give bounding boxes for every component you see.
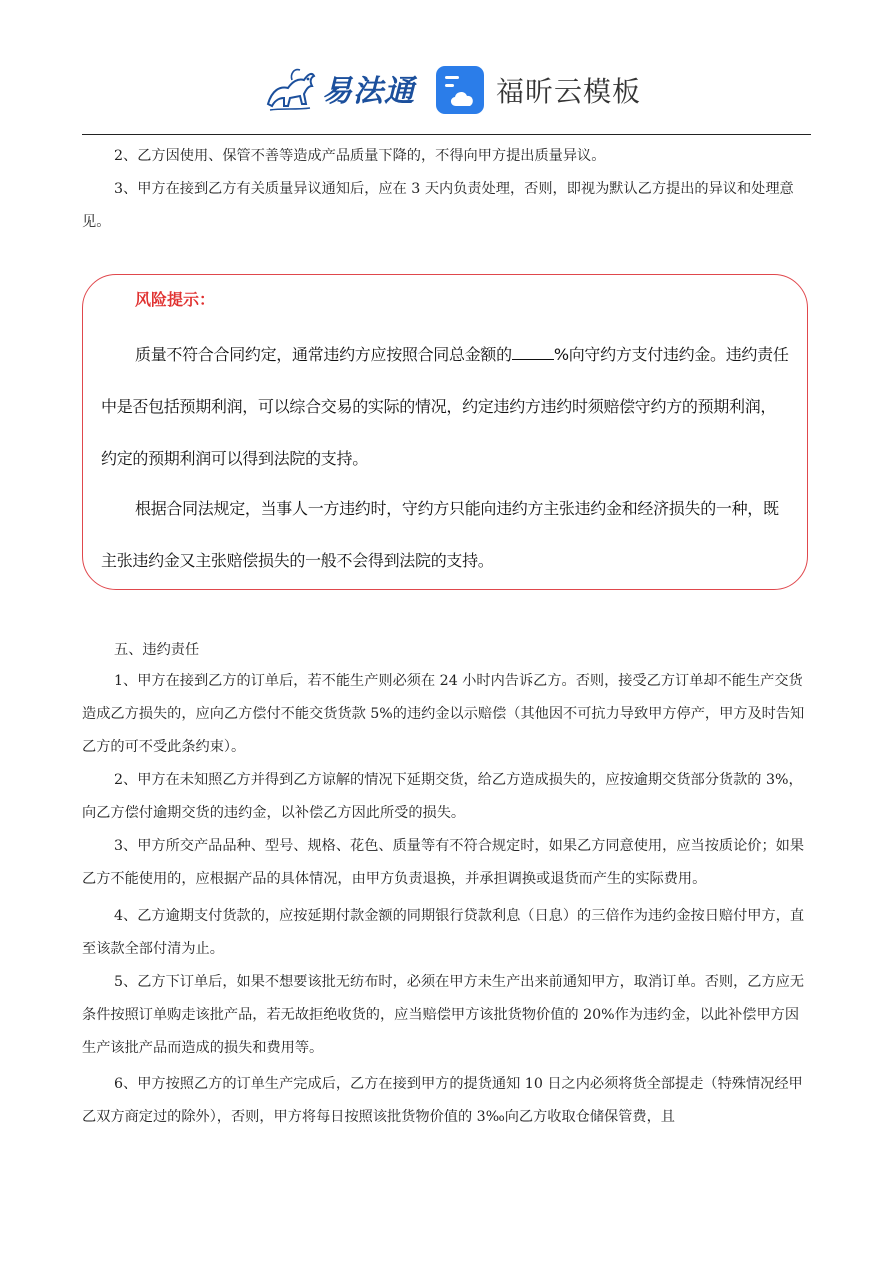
header-divider [82, 134, 811, 135]
logo1-text: 易法通 [322, 74, 415, 109]
qilin-mascot-icon [262, 60, 318, 116]
clause-paragraph: 5、乙方下订单后，如果不想要该批无纺布时，必须在甲方未生产出来前通知甲方，取消订单。否则，乙方应无条件按照订单购走该批产品，若无故拒绝收货的，应当赔偿甲方该批货物价值的 20%作为违约金，以此补偿甲方因生产该批产品而造成的损失和费用等。 [82, 974, 805, 1056]
section-title: 五、违约责任 [114, 642, 200, 658]
clause-paragraph: 3、甲方所交产品品种、型号、规格、花色、质量等有不符合规定时，如果乙方同意使用，应当按质论价；如果乙方不能使用的，应根据产品的具体情况，由甲方负责退换，并承担调换或退货而产生的实际费用。 [82, 838, 805, 887]
risk-warning-box [82, 274, 808, 590]
risk-p1-before: 质量不符合合同约定，通常违约方应按照合同总金额的 [135, 345, 512, 364]
clause-paragraph: 3、甲方在接到乙方有关质量异议通知后，应在 3 天内负责处理，否则，即视为默认乙方提出的异议和处理意见。 [82, 181, 794, 230]
risk-paragraph-2: 根据合同法规定，当事人一方违约时，守约方只能向违约方主张违约金和经济损失的一种，既主张违约金又主张赔偿损失的一般不会得到法院的支持。 [101, 499, 779, 570]
cloud-template-icon [436, 66, 484, 114]
yifatong-logo [262, 60, 415, 116]
fuxin-logo [436, 66, 641, 114]
page-header [0, 0, 893, 135]
clause-paragraph: 2、甲方在未知照乙方并得到乙方谅解的情况下延期交货，给乙方造成损失的，应按逾期交货部分货款的 3%，向乙方偿付逾期交货的违约金，以补偿乙方因此所受的损失。 [82, 772, 803, 821]
risk-paragraph-1 [101, 329, 791, 485]
percentage-blank [512, 345, 554, 360]
clause-paragraph: 1、甲方在接到乙方的订单后，若不能生产则必须在 24 小时内告诉乙方。否则，接受乙方订单却不能生产交货造成乙方损失的，应向乙方偿付不能交货货款 5%的违约金以示赔偿（其他因不可抗力导致甲方停产，甲方及时告知乙方的可不受此条约束）。 [82, 673, 805, 755]
risk-title: 风险提示： [135, 290, 216, 309]
clause-paragraph: 6、甲方按照乙方的订单生产完成后，乙方在接到甲方的提货通知 10 日之内必须将货全部提走（特殊情况经甲乙双方商定过的除外），否则，甲方将每日按照该批货物价值的 3‰向乙方收取仓储保管费，且 [82, 1076, 803, 1125]
clause-paragraph: 4、乙方逾期支付货款的，应按延期付款金额的同期银行贷款利息（日息）的三倍作为违约金按日赔付甲方，直至该款全部付清为止。 [82, 908, 805, 957]
logo2-text: 福昕云模板 [496, 75, 642, 108]
risk-p1-after: %向守约方支付违约金。违约责任中是否包括预期利润，可以综合交易的实际的情况，约定违约方违约时须赔偿守约方的预期利润，约定的预期利润可以得到法院的支持。 [101, 345, 789, 468]
clause-paragraph: 2、乙方因使用、保管不善等造成产品质量下降的，不得向甲方提出质量异议。 [114, 148, 606, 164]
